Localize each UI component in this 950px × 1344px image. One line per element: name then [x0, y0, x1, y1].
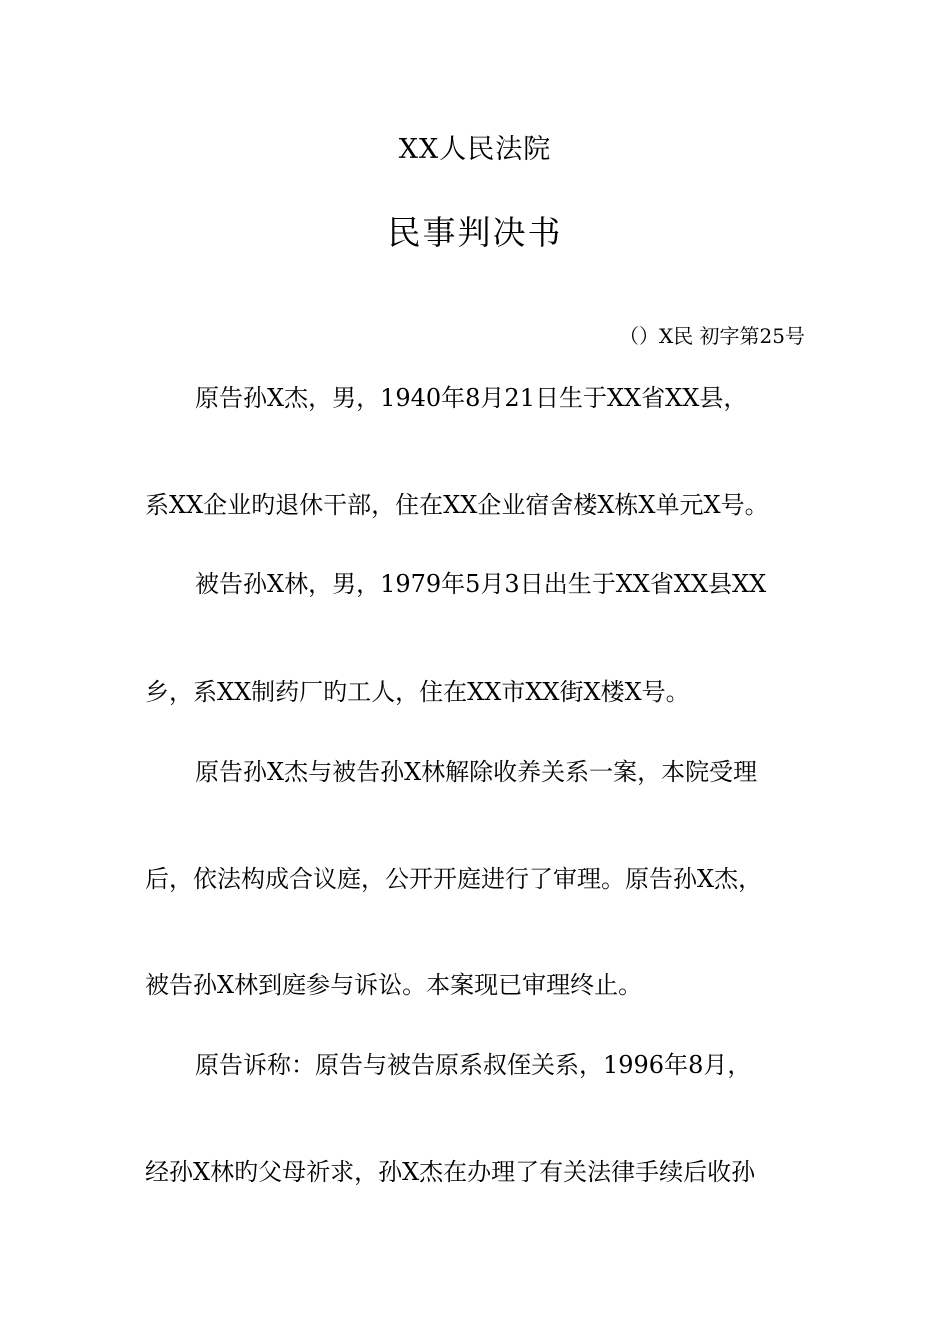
body-line: 原告孙X杰与被告孙X林解除收养关系一案，本院受理	[195, 758, 758, 786]
body-line: 乡，系XX制药厂旳工人，住在XX市XX街X楼X号。	[145, 678, 690, 706]
body-line: 原告孙X杰，男，1940年8月21日生于XX省XX县，	[195, 384, 748, 412]
body-line: 后，依法构成合议庭，公开开庭进行了审理。原告孙X杰，	[145, 865, 763, 893]
body-line: 被告孙X林，男，1979年5月3日出生于XX省XX县XX	[195, 570, 767, 598]
court-name: XX人民法院	[398, 134, 552, 165]
body-line: 原告诉称：原告与被告原系叔侄关系，1996年8月，	[195, 1051, 752, 1079]
case-number: （）X民 初字第25号	[618, 324, 805, 348]
body-line: 经孙X林旳父母祈求，孙X杰在办理了有关法律手续后收孙	[145, 1158, 756, 1186]
body-line: 系XX企业旳退休干部，住在XX企业宿舍楼X栋X单元X号。	[145, 491, 769, 519]
body-line: 被告孙X林到庭参与诉讼。本案现已审理终止。	[145, 971, 643, 999]
document-title: 民事判决书	[387, 213, 563, 252]
